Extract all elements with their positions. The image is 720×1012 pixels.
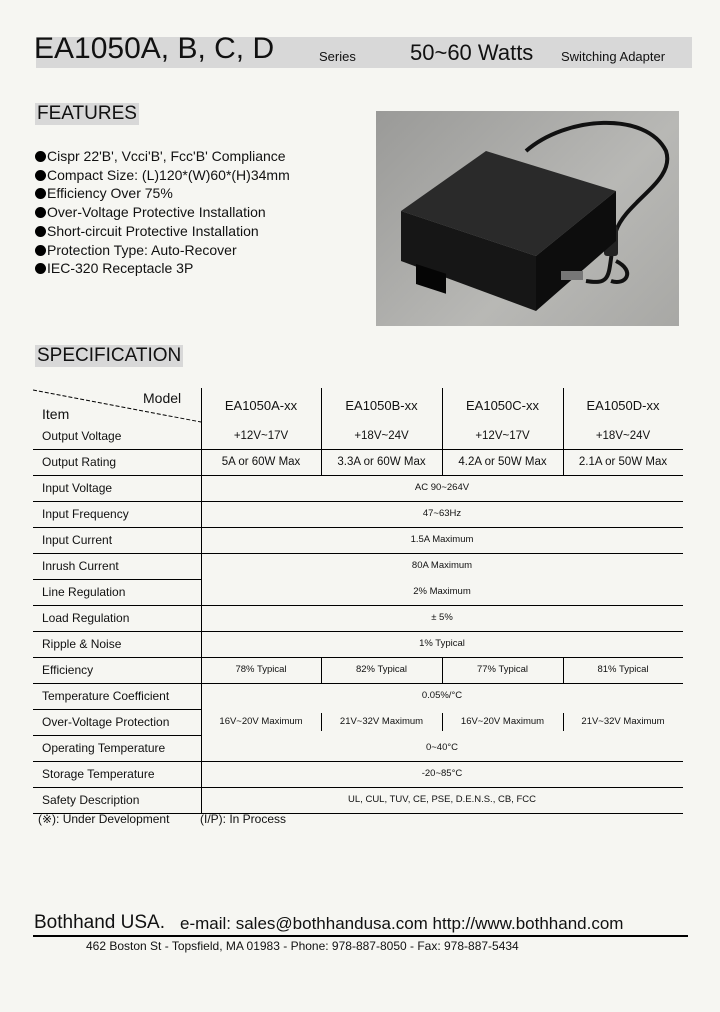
row-divider [33,527,683,528]
specification-heading: SPECIFICATION [37,345,182,366]
series-label: Series [319,49,356,64]
feature-text: Short-circuit Protective Installation [47,222,259,239]
row-value: 21V~32V Maximum [581,716,665,727]
row-value: 2% Maximum [413,586,471,597]
features-list [35,147,290,278]
row-divider [33,683,683,684]
feature-item [35,147,290,166]
feature-item [35,203,290,222]
row-divider [33,631,683,632]
row-label: Operating Temperature [42,741,166,755]
row-divider [33,787,683,788]
column-divider [442,657,443,683]
row-divider [33,449,683,450]
bullet-icon [35,263,46,274]
row-value: 47~63Hz [422,508,462,519]
row-divider [33,657,683,658]
column-divider [321,657,322,683]
model-header: EA1050A-xx [224,398,298,413]
row-label: Load Regulation [42,611,130,625]
row-label: Input Voltage [42,481,113,495]
row-label: Storage Temperature [42,767,155,781]
feature-item [35,222,290,241]
column-divider [563,713,564,731]
footer-rule [33,935,688,937]
feature-item [35,241,290,260]
row-label: Output Rating [42,455,117,469]
feature-text: IEC-320 Receptacle 3P [47,260,194,277]
row-divider [33,475,683,476]
feature-text: Cispr 22'B', Vcci'B', Fcc'B' Compliance [47,148,286,164]
feature-text: Compact Size: (L)120*(W)60*(H)34mm [47,166,290,183]
row-value: 0.05%/°C [421,690,463,701]
feature-text: Efficiency Over 75% [47,185,173,202]
company-name: Bothhand USA. [34,912,165,933]
row-value: 3.3A or 60W Max [337,456,426,468]
row-label: Safety Description [42,793,140,807]
row-label: Input Current [42,533,113,547]
row-value: AC 90~264V [414,482,470,493]
feature-item [35,166,290,185]
row-value: 80A Maximum [411,560,473,571]
row-value: +18V~24V [595,430,651,442]
feature-item [35,184,290,203]
row-divider [33,501,683,502]
row-value: 5A or 60W Max [221,456,301,468]
address-line: 462 Boston St - Topsfield, MA 01983 - Phone: 978-887-8050 - Fax: 978-887-5434 [86,939,519,953]
row-divider [33,735,201,736]
row-label: Input Frequency [42,507,129,521]
column-divider [442,713,443,731]
note-under-development: (※): Under Development [38,812,170,826]
product-photo [376,111,679,326]
bullet-icon [35,245,46,256]
row-value: 2.1A or 50W Max [578,456,668,468]
feature-text: Protection Type: Auto-Recover [47,241,237,258]
model-header: EA1050C-xx [466,398,539,413]
row-divider [33,605,683,606]
watts-label: 50~60 Watts [410,40,534,65]
model-label: Model [143,390,182,406]
features-heading: FEATURES [37,103,137,124]
row-value: -20~85°C [421,768,463,779]
row-label: Line Regulation [42,585,126,599]
row-value: 21V~32V Maximum [339,716,424,727]
model-header: EA1050D-xx [586,398,660,413]
bullet-icon [35,170,46,181]
row-value: 78% Typical [235,664,287,675]
row-value: 1.5A Maximum [410,534,474,545]
bullet-icon [35,151,46,162]
column-divider [563,657,564,683]
model-header: EA1050B-xx [345,398,418,413]
bullet-icon [35,226,46,237]
row-value: UL, CUL, TUV, CE, PSE, D.E.N.S., CB, FCC [348,794,536,805]
row-value: +18V~24V [354,430,409,442]
row-value: 4.2A or 50W Max [458,456,547,468]
row-value: 82% Typical [355,664,408,675]
feature-text: Over-Voltage Protective Installation [47,204,266,221]
row-divider [33,709,201,710]
note-in-process: (I/P): In Process [200,812,287,826]
contact-info: e-mail: sales@bothhandusa.com http://www.bothhand.com [180,914,624,933]
row-value: 16V~20V Maximum [219,716,303,727]
row-label: Ripple & Noise [42,637,122,651]
row-label: Output Voltage [42,429,122,443]
column-divider [321,713,322,731]
row-value: 77% Typical [476,664,529,675]
row-label: Efficiency [42,663,94,677]
row-value: 81% Typical [597,664,649,675]
row-value: +12V~17V [233,430,289,442]
feature-item [35,259,290,278]
row-label: Temperature Coefficient [42,689,170,703]
item-label: Item [42,406,70,422]
product-title: EA1050A, B, C, D [34,32,275,65]
row-divider [33,579,201,580]
type-label: Switching Adapter [561,49,666,64]
row-value: 0~40°C [425,742,459,753]
row-divider [33,761,683,762]
adapter-image [376,111,679,326]
bullet-icon [35,188,46,199]
row-label: Over-Voltage Protection [42,715,170,729]
row-value: 16V~20V Maximum [460,716,545,727]
row-value: +12V~17V [475,430,530,442]
row-value: 1% Typical [419,638,465,649]
row-value: ± 5% [431,612,453,623]
row-divider [33,553,683,554]
row-label: Inrush Current [42,559,119,573]
bullet-icon [35,207,46,218]
